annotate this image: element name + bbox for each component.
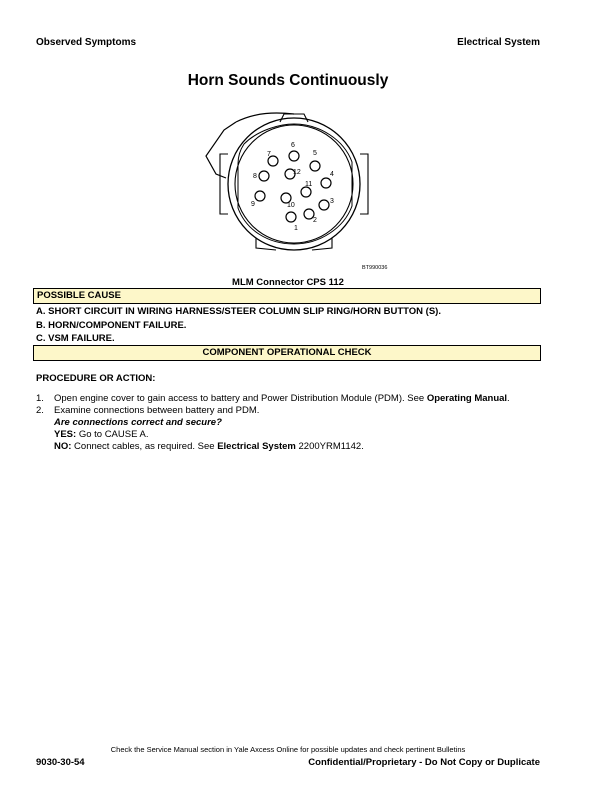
cause-item-a: A. SHORT CIRCUIT IN WIRING HARNESS/STEER COLUMN SLIP RING/HORN BUTTON (S). xyxy=(36,306,441,317)
header-section-title: Observed Symptoms xyxy=(36,37,137,48)
cause-item-b: B. HORN/COMPONENT FAILURE. xyxy=(36,320,187,331)
pin-label-10: 10 xyxy=(287,202,295,209)
step-1-reference: Operating Manual xyxy=(426,393,508,404)
pin-holes xyxy=(255,151,331,222)
pin-label-4: 4 xyxy=(330,171,334,178)
pin-label-8: 8 xyxy=(253,173,257,180)
header-system-title: Electrical System xyxy=(457,37,540,48)
pin-label-2: 2 xyxy=(313,217,317,224)
step-2-yes: YES: Go to CAUSE A. xyxy=(54,429,149,440)
connector-figure xyxy=(196,104,396,276)
step-2-question: Are connections correct and secure? xyxy=(54,417,222,428)
page-number: 9030-30-54 xyxy=(36,757,85,768)
figure-code: BT990036 xyxy=(362,265,388,271)
possible-cause-heading: POSSIBLE CAUSE xyxy=(33,288,541,304)
step-1-number: 1. xyxy=(36,393,44,404)
procedure-heading: PROCEDURE OR ACTION: xyxy=(36,373,156,384)
pin-label-3: 3 xyxy=(330,198,334,205)
pin-label-11: 11 xyxy=(305,181,313,188)
step-2-no: NO: Connect cables, as required. See Electrical System 2200YRM1142. xyxy=(54,441,364,452)
pin-label-12: 12 xyxy=(293,169,301,176)
page-title: Horn Sounds Continuously xyxy=(187,72,389,89)
pin-label-7: 7 xyxy=(267,151,271,158)
confidentiality-notice: Confidential/Proprietary - Do Not Copy or Duplicate xyxy=(308,757,540,768)
step-1-text: Open engine cover to gain access to battery and Power Distribution Module (PDM). See Operating Manual. xyxy=(54,393,510,404)
connector-diagram xyxy=(196,104,396,276)
pin-label-6: 6 xyxy=(291,142,295,149)
step-2-number: 2. xyxy=(36,405,44,416)
step-2-text: Examine connections between battery and PDM. Are connections correct and secure? YES: Go to CAUSE A. NO: Connect cables, as required. See Electrical System 2200YRM1142. xyxy=(54,405,544,453)
pin-label-9: 9 xyxy=(251,201,255,208)
pin-label-1: 1 xyxy=(294,225,298,232)
cause-item-c: C. VSM FAILURE. xyxy=(36,333,115,344)
component-check-heading: COMPONENT OPERATIONAL CHECK xyxy=(33,345,541,361)
pin-label-5: 5 xyxy=(313,150,317,157)
figure-caption: MLM Connector CPS 112 xyxy=(232,277,344,288)
footer-note: Check the Service Manual section in Yale Axcess Online for possible updates and check pertinent Bulletins xyxy=(110,745,466,754)
